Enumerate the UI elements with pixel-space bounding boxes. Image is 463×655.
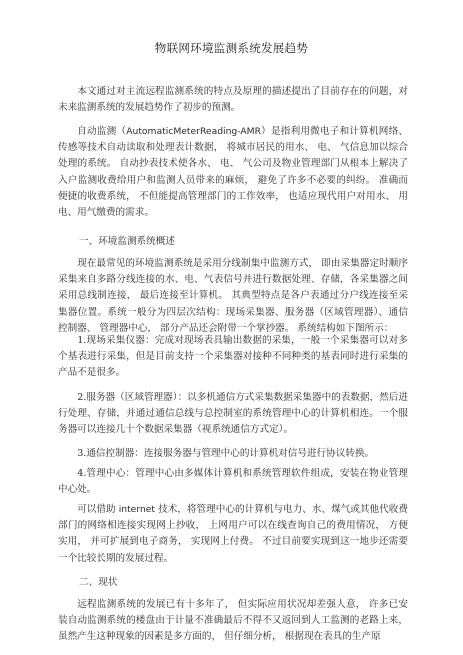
internet-paragraph xyxy=(58,502,408,567)
list-item-field-collector: 1.现场采集仪器：完成对现场表具输出数据的采集，一般一个采集器可以对多个基表进行采集，但是目前支持一个采集器对接种不同种类的基表同时进行采集的产品不是很多。 xyxy=(58,335,408,379)
intro-paragraph xyxy=(58,124,408,221)
status-paragraph: 远程监测系统的发展已有十多年了， 但实际应用状况却差强人意， 许多已安装自动监测系统的楼盘由于计量不准确最后不得不又返回到人工监测的老路上来，虽然产生这种现象的因素是多方面的， 但仔细分析， 根据现在表具的生产原 xyxy=(58,599,408,643)
internet-prefix: 可以借助 xyxy=(77,504,119,515)
intro-rest: ）是指利用微电子和计算机网络、传感等技术自动读取和处理表计数据， 将城市居民的用水、 电、 气信息加以综合处理的系统。 自动抄表技术使各水、 电、 气公司及物业管理部门从根本上解决了入户监测收费给用户和监测人员带来的麻烦， 避免了许多不必要的纠纷。 准确而便捷的收费系统， 不但能提高管理部门的工作效率， 也适应现代用户对用水、 用电、用气缴费的需求。 xyxy=(58,126,409,219)
abstract-paragraph: 本文通过对主流远程监测系统的特点及原理的描述提出了目前存在的问题，对未来监测系统的发展趋势作了初步的预测。 xyxy=(58,86,408,114)
intro-term: AutomaticMeterReading-AMR xyxy=(126,126,261,137)
list-item-comm-controller: 3.通信控制器：连接服务器与管理中心的计算机对信号进行协议转换。 xyxy=(77,448,375,459)
intro-prefix: 自动监测（ xyxy=(77,126,127,137)
overview-paragraph: 现在最常见的环境监测系统是采用分线制集中监测方式， 即由采集器定时顺序采集来自多路分线连接的水、电、气表信号并进行数据处理、存储，各采集器之间采用总线制连接， 最后连接至计算机。 其典型特点是各户表通过分户线连接至采集器位置。系统一般分为四层次结构：现场采集器、服务器（区域管理器）、通信控制器、 管理器中心， 部分产品还会附带一个掌抄器。 系统结构如下图所示： xyxy=(58,258,408,334)
list-item-server: 2.服务器（区域管理器）：以多机通信方式采集数据采集器中的表数据，然后进行处理、存储，并通过通信总线与总控制室的系统管理中心的计算机相连。一个服务器可以连接几十个数据采集器（视系统通信方式定）。 xyxy=(58,392,408,436)
internet-rest: 技术，将管理中心的计算机与电力、水、煤气或其他代收费部门的网络相连接实现网上抄收， 上网用户可以在线查询自己的费用情况， 方便实用， 并可扩展到电子商务， 实现网上付费。 不过目前要实现到这一地步还需要一个比较长期的发展过程。 xyxy=(58,504,408,564)
section-heading-overview: 一、环境监测系统概述 xyxy=(79,236,175,247)
list-item-management-center: 4.管理中心：管理中心由多媒体计算机和系统管理软件组成，安装在物业管理中心处。 xyxy=(58,468,408,496)
internet-term: internet xyxy=(118,504,156,515)
section-heading-status: 二、现状 xyxy=(79,577,118,588)
document-title: 物联网环境监测系统发展趋势 xyxy=(154,41,309,55)
